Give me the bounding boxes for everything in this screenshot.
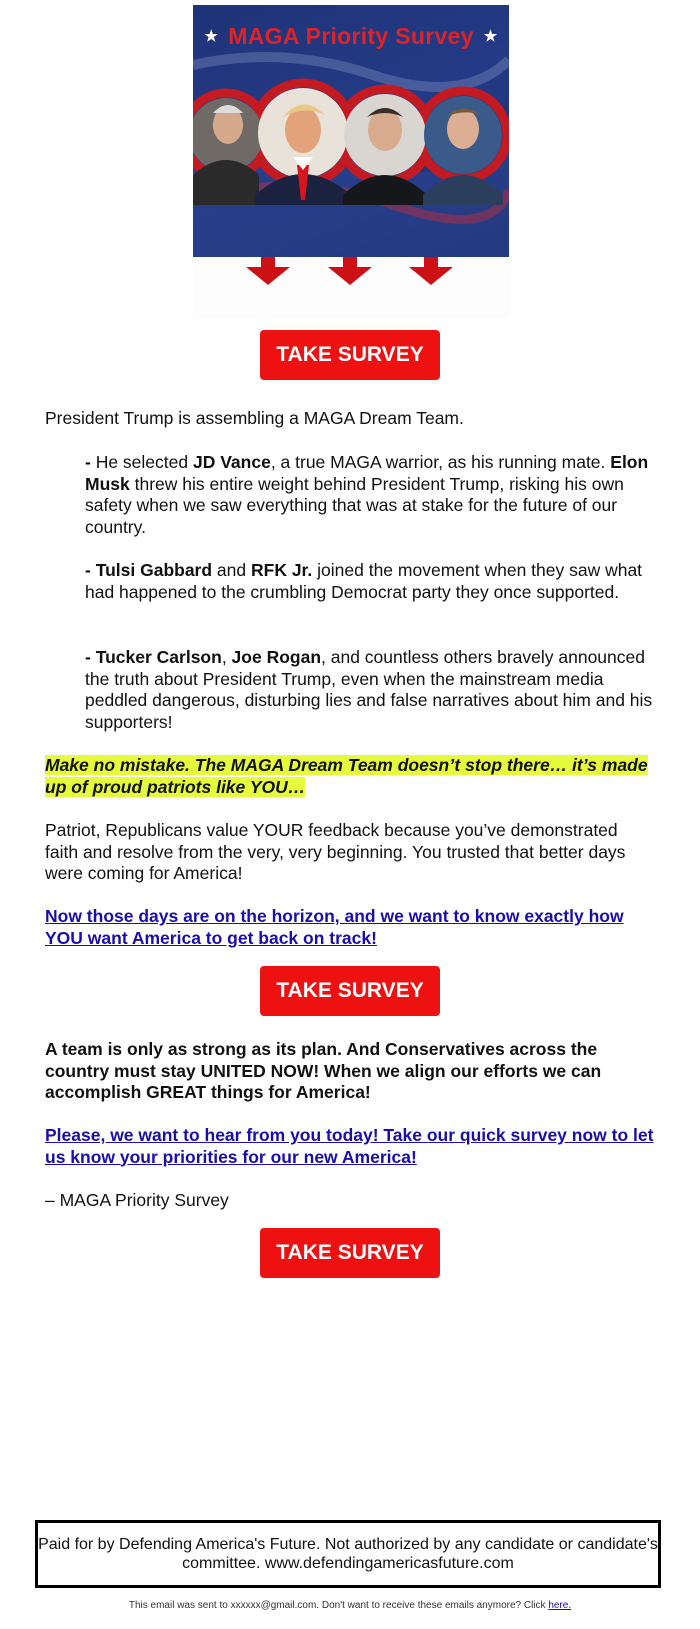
text: , a true MAGA warrior, as his running mate.: [270, 452, 611, 472]
star-icon: ★: [204, 28, 219, 45]
horizon-link[interactable]: Now those days are on the horizon, and we want to know exactly how YOU want America to get back on track!: [45, 906, 624, 948]
highlight-text: Make no mistake. The MAGA Dream Team doesn’t stop there… it’s made up of proud patriots like YOU…: [45, 755, 648, 797]
text: He selected: [95, 452, 193, 472]
horizon-link-paragraph: [45, 906, 655, 949]
name-jd-vance: JD Vance: [192, 452, 271, 472]
bullet-paragraph-3: [85, 647, 655, 733]
down-arrow-icon: [409, 257, 453, 285]
name-joe-rogan: Joe Rogan: [231, 647, 322, 667]
team-plan-paragraph: A team is only as strong as its plan. And Conservatives across the country must stay UNITED NOW! When we align our efforts we can accomplish GREAT things for America!: [45, 1039, 602, 1102]
bullet-paragraph-2: [85, 560, 655, 603]
email-footer: [0, 1600, 700, 1611]
banner-title-text: MAGA Priority Survey: [228, 23, 474, 49]
disclaimer-text: Paid for by Defending America's Future. Not authorized by any candidate or candidate's committee. www.defendingamericasfuture.com: [38, 1536, 658, 1572]
paid-for-disclaimer: [35, 1520, 661, 1588]
take-survey-button-3[interactable]: TAKE SURVEY: [260, 1228, 440, 1278]
portrait-3: [343, 94, 427, 205]
star-icon: ★: [483, 28, 498, 45]
portrait-4: [423, 96, 503, 205]
highlight-paragraph: [45, 755, 655, 798]
text: threw his entire weight behind President Trump, risking his own safety when we saw everything that was at stake for the future of our country.: [85, 473, 624, 537]
survey-banner-image[interactable]: [193, 5, 509, 318]
unsubscribe-link[interactable]: here.: [548, 1600, 572, 1611]
text: , and countless others bravely announced the truth about President Trump, even when the mainstream media peddled dangerous, disturbing lies and false narratives about him and his supporters!: [85, 647, 653, 732]
bullet-dash: -: [85, 647, 96, 667]
take-survey-button-2[interactable]: TAKE SURVEY: [260, 966, 440, 1016]
down-arrow-icon: [328, 257, 372, 285]
text: joined the movement when they saw what had happened to the crumbling Democrat party they once supported.: [85, 560, 643, 602]
banner-title: [193, 23, 509, 50]
down-arrows: [193, 257, 509, 297]
name-tulsi-gabbard: Tulsi Gabbard: [95, 560, 213, 580]
bullet-paragraph-1: [85, 452, 655, 538]
portrait-1: [193, 98, 263, 205]
name-tucker-carlson: Tucker Carlson: [95, 647, 222, 667]
survey-link[interactable]: Please, we want to hear from you today! Take our quick survey now to let us know your priorities for our new America!: [45, 1125, 654, 1167]
sent-to-text: This email was sent to xxxxxx@gmail.com. Don't want to receive these emails anymore? Click: [128, 1600, 549, 1611]
feedback-paragraph: Patriot, Republicans value YOUR feedback because you’ve demonstrated faith and resolve from the very, very beginning. You trusted that better days were coming for America!: [45, 820, 626, 883]
bullet-dash: -: [85, 452, 96, 472]
bullet-dash: -: [85, 560, 96, 580]
intro-paragraph: President Trump is assembling a MAGA Dream Team.: [45, 408, 464, 428]
signoff: – MAGA Priority Survey: [45, 1190, 229, 1210]
portrait-2: [255, 88, 351, 205]
name-elon-musk: Elon Musk: [85, 452, 649, 494]
take-survey-button-1[interactable]: TAKE SURVEY: [260, 330, 440, 380]
survey-link-paragraph: [45, 1125, 655, 1168]
down-arrow-icon: [246, 257, 290, 285]
name-rfk-jr: RFK Jr.: [251, 560, 313, 580]
text: and: [212, 560, 251, 580]
banner-background: [193, 5, 509, 257]
text: ,: [221, 647, 232, 667]
